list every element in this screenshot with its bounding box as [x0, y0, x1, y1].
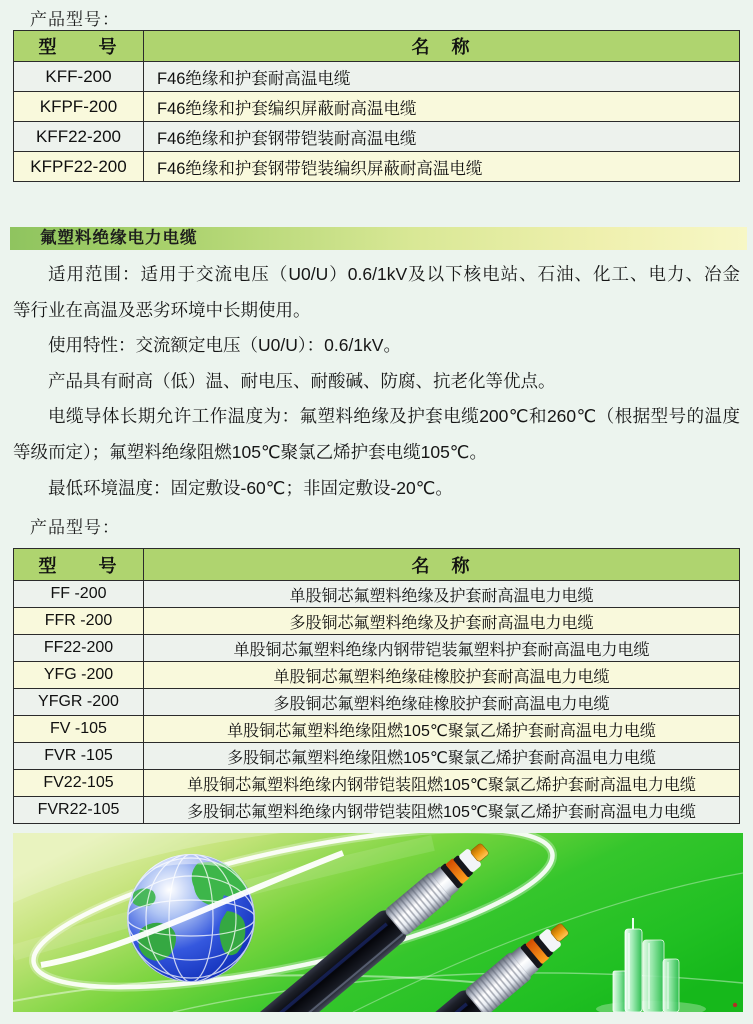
section-paragraphs	[13, 257, 740, 506]
model-cell: KFPF-200	[14, 92, 144, 122]
paragraph-line: 最低环境温度：固定敷设-60℃；非固定敷设-20℃。	[48, 477, 453, 498]
model-cell: KFPF22-200	[14, 152, 144, 182]
banner-illustration	[13, 833, 743, 1012]
name-cell: F46绝缘和护套耐高温电缆	[144, 62, 740, 92]
kff-series-table	[13, 30, 740, 182]
red-dot-mark	[733, 1003, 737, 1007]
name-cell: 单股铜芯氟塑料绝缘内钢带铠装阻燃105℃聚氯乙烯护套耐高温电力电缆	[144, 770, 740, 797]
table-row	[14, 662, 740, 689]
table-row	[14, 608, 740, 635]
name-column-header: 名 称	[144, 31, 740, 62]
name-cell: F46绝缘和护套钢带铠装编织屏蔽耐高温电缆	[144, 152, 740, 182]
name-cell: 多股铜芯氟塑料绝缘阻燃105℃聚氯乙烯护套耐高温电力电缆	[144, 743, 740, 770]
name-cell: 单股铜芯氟塑料绝缘内钢带铠装氟塑料护套耐高温电力电缆	[144, 635, 740, 662]
table-row	[14, 122, 740, 152]
table-row	[14, 797, 740, 824]
model-column-header: 型 号	[14, 31, 144, 62]
model-cell: FFR -200	[14, 608, 144, 635]
model-cell: KFF-200	[14, 62, 144, 92]
model-cell: FV -105	[14, 716, 144, 743]
model-cell: YFG -200	[14, 662, 144, 689]
name-cell: 多股铜芯氟塑料绝缘内钢带铠装阻燃105℃聚氯乙烯护套耐高温电力电缆	[144, 797, 740, 824]
name-column-header: 名 称	[144, 549, 740, 581]
table-header-row	[14, 549, 740, 581]
table-row	[14, 62, 740, 92]
product-models-label-bottom: 产品型号：	[30, 518, 120, 537]
name-cell: 单股铜芯氟塑料绝缘及护套耐高温电力电缆	[144, 581, 740, 608]
table-row	[14, 581, 740, 608]
paragraph-line: 电缆导体长期允许工作温度为：氟塑料绝缘及护套电缆200℃和260℃（根据型号的温度	[48, 406, 740, 427]
name-cell: 单股铜芯氟塑料绝缘硅橡胶护套耐高温电力电缆	[144, 662, 740, 689]
table-row	[14, 770, 740, 797]
table-row	[14, 635, 740, 662]
product-models-label-top: 产品型号：	[30, 10, 120, 29]
name-cell: 多股铜芯氟塑料绝缘及护套耐高温电力电缆	[144, 608, 740, 635]
section-title: 氟塑料绝缘电力电缆	[40, 229, 198, 247]
name-cell: 多股铜芯氟塑料绝缘硅橡胶护套耐高温电力电缆	[144, 689, 740, 716]
section-title-bar	[10, 227, 747, 250]
paragraph-line: 等行业在高温及恶劣环境中长期使用。	[13, 299, 311, 320]
model-column-header: 型 号	[14, 549, 144, 581]
table-row	[14, 689, 740, 716]
paragraph-line: 等级而定）；氟塑料绝缘阻燃105℃聚氯乙烯护套电缆105℃。	[13, 441, 487, 462]
table-row	[14, 152, 740, 182]
name-cell: F46绝缘和护套钢带铠装耐高温电缆	[144, 122, 740, 152]
model-cell: FF22-200	[14, 635, 144, 662]
globe-and-cables-banner	[13, 833, 743, 1012]
paragraph-line: 产品具有耐高（低）温、耐电压、耐酸碱、防腐、抗老化等优点。	[48, 370, 556, 391]
ff-series-table	[13, 548, 740, 824]
model-cell: FV22-105	[14, 770, 144, 797]
name-cell: F46绝缘和护套编织屏蔽耐高温电缆	[144, 92, 740, 122]
table-row	[14, 743, 740, 770]
table-header-row	[14, 31, 740, 62]
model-cell: YFGR -200	[14, 689, 144, 716]
model-cell: FVR -105	[14, 743, 144, 770]
name-cell: 单股铜芯氟塑料绝缘阻燃105℃聚氯乙烯护套耐高温电力电缆	[144, 716, 740, 743]
model-cell: KFF22-200	[14, 122, 144, 152]
paragraph-line: 适用范围：适用于交流电压（U0/U）0.6/1kV及以下核电站、石油、化工、电力、冶金	[48, 264, 740, 284]
table-row	[14, 716, 740, 743]
model-cell: FVR22-105	[14, 797, 144, 824]
model-cell: FF -200	[14, 581, 144, 608]
table-row	[14, 92, 740, 122]
paragraph-line: 使用特性：交流额定电压（U0/U）：0.6/1kV。	[48, 335, 401, 356]
